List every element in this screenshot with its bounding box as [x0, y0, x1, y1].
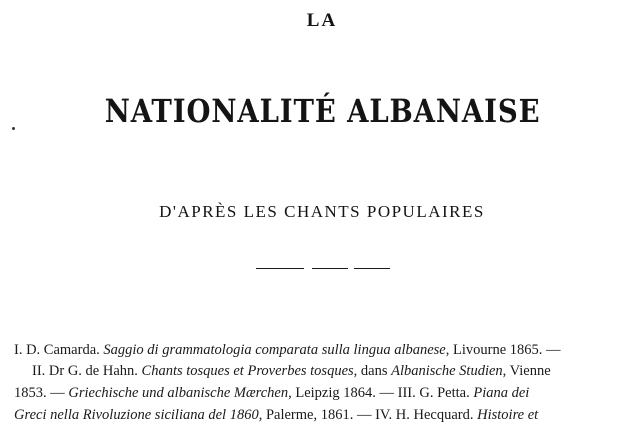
citation-work-title: Piana dei [473, 385, 530, 401]
bibliography-line-3 [14, 383, 529, 403]
citation-author: I. D. Camarda. [14, 342, 104, 358]
citation-work-title: Griechische und albanische Mærchen [68, 385, 289, 401]
print-speck [12, 127, 15, 130]
title-article: LA [306, 10, 338, 31]
citation-author: II. Dr G. de Hahn. [32, 363, 142, 379]
citation-details: 1853. — [14, 385, 69, 401]
page-title: NATIONALITÉ ALBANAISE [104, 92, 541, 130]
bibliography-line-2 [32, 361, 551, 381]
citation-details: , Palerme, 1861. — IV. H. Hecquard. [258, 407, 478, 423]
bibliography-line-4 [14, 405, 538, 425]
decorative-rule [256, 268, 390, 269]
bibliography-line-1 [14, 340, 561, 360]
citation-details: , dans [353, 363, 392, 379]
citation-work-title: Albanische Studien [391, 363, 503, 379]
citation-details: , Leipzig 1864. — III. G. Petta. [288, 385, 474, 401]
citation-work-title: Greci nella Rivoluzione siciliana del 1860 [14, 407, 259, 423]
citation-details: , Vienne [502, 363, 551, 379]
page-subtitle: D'APRÈS LES CHANTS POPULAIRES [159, 202, 485, 221]
citation-work-title: Histoire et [477, 407, 539, 423]
citation-details: , Livourne 1865. — [445, 342, 561, 358]
citation-work-title: Chants tosques et Proverbes tosques [141, 363, 354, 379]
citation-work-title: Saggio di grammatologia comparata sulla lingua albanese [103, 342, 446, 358]
